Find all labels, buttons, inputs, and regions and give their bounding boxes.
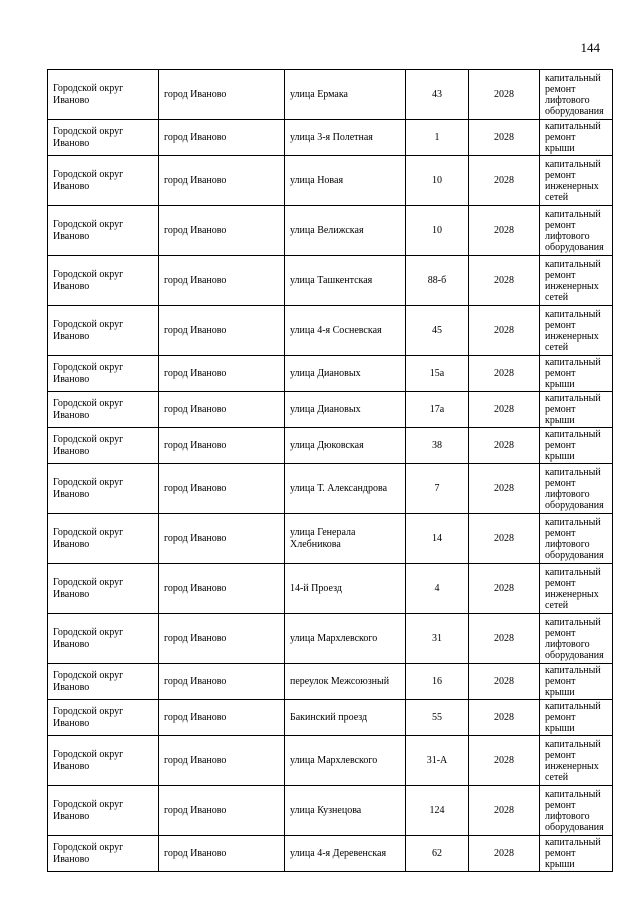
house-cell: 10 <box>406 206 469 256</box>
okrug-cell: Городской округ Иваново <box>48 786 159 836</box>
house-cell: 16 <box>406 664 469 700</box>
year-cell: 2028 <box>469 736 540 786</box>
house-cell: 7 <box>406 464 469 514</box>
year-cell: 2028 <box>469 564 540 614</box>
table-row <box>48 736 613 786</box>
city-cell: город Иваново <box>159 70 285 120</box>
year-cell: 2028 <box>469 786 540 836</box>
okrug-cell: Городской округ Иваново <box>48 256 159 306</box>
house-cell: 124 <box>406 786 469 836</box>
year-cell: 2028 <box>469 256 540 306</box>
work-type-cell: капитальный ремонт лифтового оборудования <box>540 70 613 120</box>
house-cell: 14 <box>406 514 469 564</box>
year-cell: 2028 <box>469 700 540 736</box>
city-cell: город Иваново <box>159 736 285 786</box>
work-type-cell: капитальный ремонт инженерных сетей <box>540 256 613 306</box>
year-cell: 2028 <box>469 392 540 428</box>
okrug-cell: Городской округ Иваново <box>48 428 159 464</box>
street-cell: улица 4-я Деревенская <box>285 836 406 872</box>
street-cell: улица Новая <box>285 156 406 206</box>
house-cell: 4 <box>406 564 469 614</box>
street-cell: улица Т. Александрова <box>285 464 406 514</box>
street-cell: улица Мархлевского <box>285 736 406 786</box>
street-cell: улица 3-я Полетная <box>285 120 406 156</box>
okrug-cell: Городской округ Иваново <box>48 614 159 664</box>
table-row <box>48 664 613 700</box>
okrug-cell: Городской округ Иваново <box>48 564 159 614</box>
city-cell: город Иваново <box>159 306 285 356</box>
year-cell: 2028 <box>469 614 540 664</box>
city-cell: город Иваново <box>159 514 285 564</box>
table-row <box>48 256 613 306</box>
okrug-cell: Городской округ Иваново <box>48 514 159 564</box>
okrug-cell: Городской округ Иваново <box>48 70 159 120</box>
year-cell: 2028 <box>469 70 540 120</box>
year-cell: 2028 <box>469 836 540 872</box>
city-cell: город Иваново <box>159 156 285 206</box>
work-type-cell: капитальный ремонт крыши <box>540 356 613 392</box>
table-row <box>48 700 613 736</box>
table-row <box>48 392 613 428</box>
work-type-cell: капитальный ремонт инженерных сетей <box>540 306 613 356</box>
work-type-cell: капитальный ремонт инженерных сетей <box>540 564 613 614</box>
work-type-cell: капитальный ремонт инженерных сетей <box>540 156 613 206</box>
city-cell: город Иваново <box>159 464 285 514</box>
table-row <box>48 356 613 392</box>
table-row <box>48 514 613 564</box>
work-type-cell: капитальный ремонт лифтового оборудования <box>540 786 613 836</box>
house-cell: 45 <box>406 306 469 356</box>
house-cell: 17а <box>406 392 469 428</box>
okrug-cell: Городской округ Иваново <box>48 120 159 156</box>
house-cell: 15а <box>406 356 469 392</box>
okrug-cell: Городской округ Иваново <box>48 156 159 206</box>
street-cell: улица Ташкентская <box>285 256 406 306</box>
city-cell: город Иваново <box>159 836 285 872</box>
table-row <box>48 120 613 156</box>
house-cell: 62 <box>406 836 469 872</box>
year-cell: 2028 <box>469 428 540 464</box>
street-cell: 14-й Проезд <box>285 564 406 614</box>
city-cell: город Иваново <box>159 256 285 306</box>
work-type-cell: капитальный ремонт лифтового оборудования <box>540 464 613 514</box>
work-type-cell: капитальный ремонт крыши <box>540 664 613 700</box>
street-cell: улица Мархлевского <box>285 614 406 664</box>
work-type-cell: капитальный ремонт крыши <box>540 428 613 464</box>
okrug-cell: Городской округ Иваново <box>48 664 159 700</box>
street-cell: улица Диановых <box>285 356 406 392</box>
work-type-cell: капитальный ремонт крыши <box>540 836 613 872</box>
work-type-cell: капитальный ремонт крыши <box>540 700 613 736</box>
house-cell: 10 <box>406 156 469 206</box>
house-cell: 1 <box>406 120 469 156</box>
okrug-cell: Городской округ Иваново <box>48 736 159 786</box>
house-cell: 43 <box>406 70 469 120</box>
year-cell: 2028 <box>469 120 540 156</box>
okrug-cell: Городской округ Иваново <box>48 356 159 392</box>
city-cell: город Иваново <box>159 120 285 156</box>
house-cell: 55 <box>406 700 469 736</box>
year-cell: 2028 <box>469 206 540 256</box>
year-cell: 2028 <box>469 464 540 514</box>
street-cell: улица Ермака <box>285 70 406 120</box>
street-cell: улица 4-я Сосневская <box>285 306 406 356</box>
work-type-cell: капитальный ремонт инженерных сетей <box>540 736 613 786</box>
house-cell: 31 <box>406 614 469 664</box>
table-row <box>48 836 613 872</box>
repair-schedule-table <box>47 69 613 872</box>
house-cell: 31-А <box>406 736 469 786</box>
year-cell: 2028 <box>469 664 540 700</box>
table-row <box>48 614 613 664</box>
page-number: 144 <box>580 40 600 55</box>
street-cell: переулок Межсоюзный <box>285 664 406 700</box>
work-type-cell: капитальный ремонт крыши <box>540 120 613 156</box>
table-row <box>48 428 613 464</box>
city-cell: город Иваново <box>159 392 285 428</box>
year-cell: 2028 <box>469 156 540 206</box>
city-cell: город Иваново <box>159 700 285 736</box>
table-row <box>48 786 613 836</box>
table-row <box>48 70 613 120</box>
street-cell: улица Дюковская <box>285 428 406 464</box>
city-cell: город Иваново <box>159 786 285 836</box>
city-cell: город Иваново <box>159 206 285 256</box>
okrug-cell: Городской округ Иваново <box>48 464 159 514</box>
okrug-cell: Городской округ Иваново <box>48 836 159 872</box>
work-type-cell: капитальный ремонт лифтового оборудования <box>540 614 613 664</box>
city-cell: город Иваново <box>159 564 285 614</box>
okrug-cell: Городской округ Иваново <box>48 206 159 256</box>
work-type-cell: капитальный ремонт лифтового оборудования <box>540 514 613 564</box>
city-cell: город Иваново <box>159 428 285 464</box>
table-row <box>48 156 613 206</box>
street-cell: улица Диановых <box>285 392 406 428</box>
work-type-cell: капитальный ремонт лифтового оборудования <box>540 206 613 256</box>
city-cell: город Иваново <box>159 614 285 664</box>
street-cell: улица Велижская <box>285 206 406 256</box>
house-cell: 88-б <box>406 256 469 306</box>
okrug-cell: Городской округ Иваново <box>48 306 159 356</box>
table-row <box>48 464 613 514</box>
year-cell: 2028 <box>469 306 540 356</box>
okrug-cell: Городской округ Иваново <box>48 392 159 428</box>
table-row <box>48 564 613 614</box>
city-cell: город Иваново <box>159 356 285 392</box>
street-cell: улица Кузнецова <box>285 786 406 836</box>
street-cell: Бакинский проезд <box>285 700 406 736</box>
table-row <box>48 306 613 356</box>
work-type-cell: капитальный ремонт крыши <box>540 392 613 428</box>
year-cell: 2028 <box>469 356 540 392</box>
okrug-cell: Городской округ Иваново <box>48 700 159 736</box>
table-row <box>48 206 613 256</box>
house-cell: 38 <box>406 428 469 464</box>
city-cell: город Иваново <box>159 664 285 700</box>
street-cell: улица Генерала Хлебникова <box>285 514 406 564</box>
year-cell: 2028 <box>469 514 540 564</box>
